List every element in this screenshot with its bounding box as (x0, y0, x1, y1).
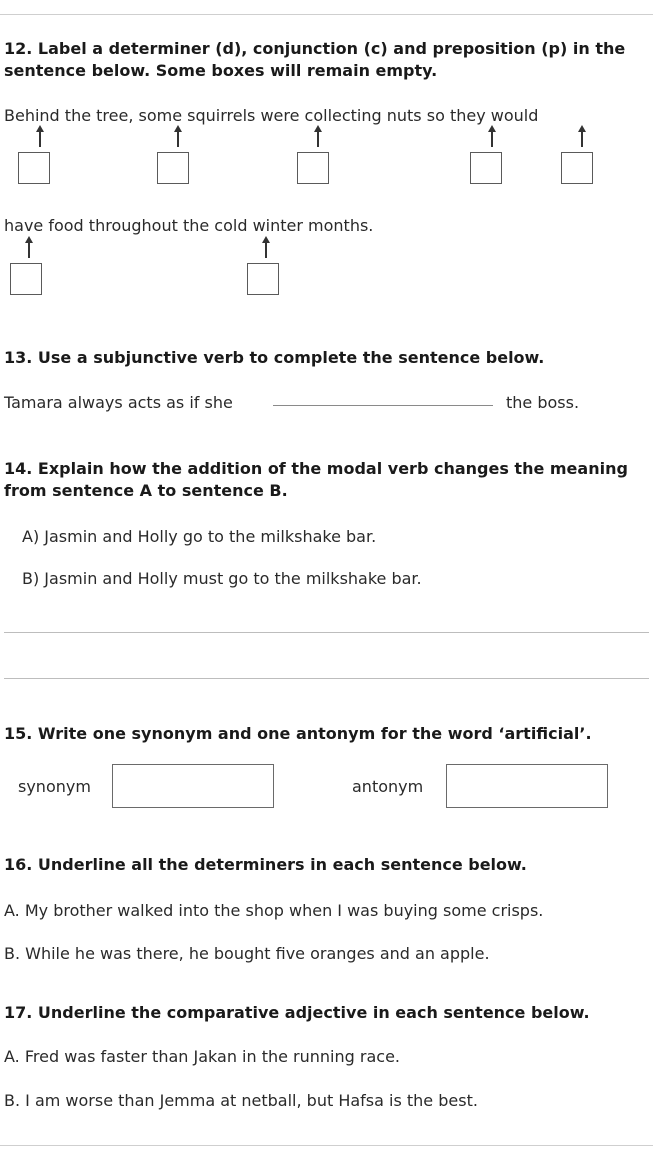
label-box-behind[interactable] (18, 152, 50, 184)
label-box-were[interactable] (297, 152, 329, 184)
arrow-up-icon (35, 125, 45, 147)
q14-answer-line-1[interactable] (4, 632, 649, 633)
arrow-up-icon (261, 236, 271, 258)
arrow-up-icon (313, 125, 323, 147)
q14-sentence-a: A) Jasmin and Holly go to the milkshake bar. (22, 527, 377, 546)
q15-synonym-label: synonym (18, 777, 91, 796)
q15-antonym-box[interactable] (446, 764, 608, 808)
q16-heading: 16. Underline all the determiners in each sentence below. (4, 855, 527, 874)
label-box-have[interactable] (10, 263, 42, 295)
q13-heading: 13. Use a subjunctive verb to complete the sentence below. (4, 348, 545, 367)
q15-heading: 15. Write one synonym and one antonym for the word ‘artificial’. (4, 724, 592, 743)
q17-sentence-b[interactable]: B. I am worse than Jemma at netball, but Hafsa is the best. (4, 1091, 478, 1110)
q15-synonym-box[interactable] (112, 764, 274, 808)
q17-heading: 17. Underline the comparative adjective in each sentence below. (4, 1003, 590, 1022)
arrow-up-icon (487, 125, 497, 147)
arrow-up-icon (173, 125, 183, 147)
q13-sentence-end: the boss. (506, 393, 580, 412)
label-box-so[interactable] (470, 152, 502, 184)
q12-sentence-line1: Behind the tree, some squirrels were collecting nuts so they would (4, 106, 539, 125)
q15-antonym-label: antonym (352, 777, 424, 796)
q13-sentence-start: Tamara always acts as if she (4, 393, 233, 412)
top-divider (0, 14, 653, 15)
q14-answer-line-2[interactable] (4, 678, 649, 679)
arrow-up-icon (577, 125, 587, 147)
label-box-some[interactable] (157, 152, 189, 184)
q14-heading: 14. Explain how the addition of the modal verb changes the meaning from sentence A to sentence B. (4, 459, 628, 500)
q17-sentence-a[interactable]: A. Fred was faster than Jakan in the running race. (4, 1047, 400, 1066)
label-box-would[interactable] (561, 152, 593, 184)
label-box-cold[interactable] (247, 263, 279, 295)
q12-sentence-line2: have food throughout the cold winter months. (4, 216, 374, 235)
q13-answer-line[interactable] (273, 405, 493, 406)
q12-heading: 12. Label a determiner (d), conjunction (c) and preposition (p) in the sentence below. Some boxes will remain empty. (4, 39, 626, 80)
q14-sentence-b: B) Jasmin and Holly must go to the milkshake bar. (22, 569, 422, 588)
bottom-divider (0, 1145, 653, 1146)
arrow-up-icon (24, 236, 34, 258)
q16-sentence-a[interactable]: A. My brother walked into the shop when I was buying some crisps. (4, 901, 544, 920)
q16-sentence-b[interactable]: B. While he was there, he bought five oranges and an apple. (4, 944, 490, 963)
